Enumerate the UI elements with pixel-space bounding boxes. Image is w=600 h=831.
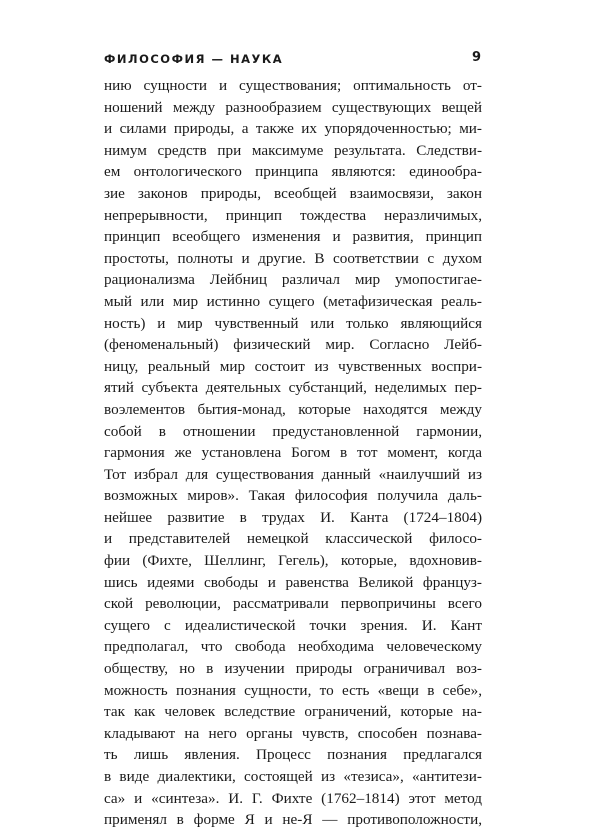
text-line: нимум средств при максимуме результата. Следстви- <box>104 141 482 159</box>
running-title: ФИЛОСОФИЯ — НАУКА <box>104 52 284 66</box>
text-line: кладывают на него органы чувств, способен познава- <box>104 724 482 742</box>
text-line: принцип всеобщего изменения и развития, принцип <box>104 228 482 246</box>
text-line: предполагал, что свобода необходима человеческому <box>104 638 482 656</box>
text-line: непрерывности, принцип тождества неразличимых, <box>104 206 482 224</box>
text-line: ть лишь явления. Процесс познания предлагался <box>104 746 482 764</box>
text-line: так как человек вследствие ограничений, которые на- <box>104 703 482 721</box>
text-line: применял в форме Я и не-Я — противоположности, <box>104 811 482 829</box>
text-line: ницу, реальный мир состоит из чувственных воспри- <box>104 357 482 375</box>
text-line: сущего с идеалистической точки зрения. И. Кант <box>104 616 482 634</box>
text-line: фии (Фихте, Шеллинг, Гегель), которые, вдохновив- <box>104 552 482 570</box>
text-line: шись идеями свободы и равенства Великой француз- <box>104 573 482 591</box>
text-line: гармония же установлена Богом в тот момент, когда <box>104 444 482 462</box>
text-line: обществу, но в изучении природы ограничивал воз- <box>104 660 482 678</box>
text-line: собой в отношении предустановленной гармонии, <box>104 422 482 440</box>
text-line: зие законов природы, всеобщей взаимосвязи, закон <box>104 184 482 202</box>
text-line: в виде диалектики, состоящей из «тезиса», «антитези- <box>104 768 482 785</box>
text-line: нию сущности и существования; оптимальность от- <box>104 77 482 94</box>
text-line: возможных миров». Такая философия получила даль- <box>104 487 482 505</box>
text-line: ской революции, рассматривали первопричины всего <box>104 595 482 613</box>
text-line: воэлементов бытия-монад, которые находятся между <box>104 400 482 418</box>
text-line: можность познания сущности, то есть «вещи в себе», <box>104 681 482 699</box>
text-line: ношений между разнообразием существующих вещей <box>104 98 482 116</box>
page-number: 9 <box>471 50 481 65</box>
text-line: ем онтологического принципа являются: единообра- <box>104 163 482 181</box>
text-line: нейшее развитие в трудах И. Канта (1724–1804) <box>104 508 482 526</box>
text-line: простоты, полноты и другие. В соответствии с духом <box>104 249 482 267</box>
text-line: ятий субъекта деятельных субстанций, неделимых пер- <box>104 379 482 397</box>
text-line: рационализма Лейбниц различал мир умопостигае- <box>104 271 482 289</box>
text-line: Тот избрал для существования данный «наилучший из <box>104 465 482 483</box>
text-line: ность) и мир чувственный или только являющийся <box>104 314 482 332</box>
text-line: са» и «синтеза». И. Г. Фихте (1762–1814) этот метод <box>104 789 482 807</box>
text-line: мый или мир истинно сущего (метафизическая реаль- <box>104 292 482 310</box>
text-line: и силами природы, а также их упорядоченностью; ми- <box>104 120 482 138</box>
text-line: (феноменальный) физический мир. Согласно Лейб- <box>104 336 482 354</box>
text-line: и представителей немецкой классической филосо- <box>104 530 482 548</box>
body-paragraph <box>104 75 482 831</box>
